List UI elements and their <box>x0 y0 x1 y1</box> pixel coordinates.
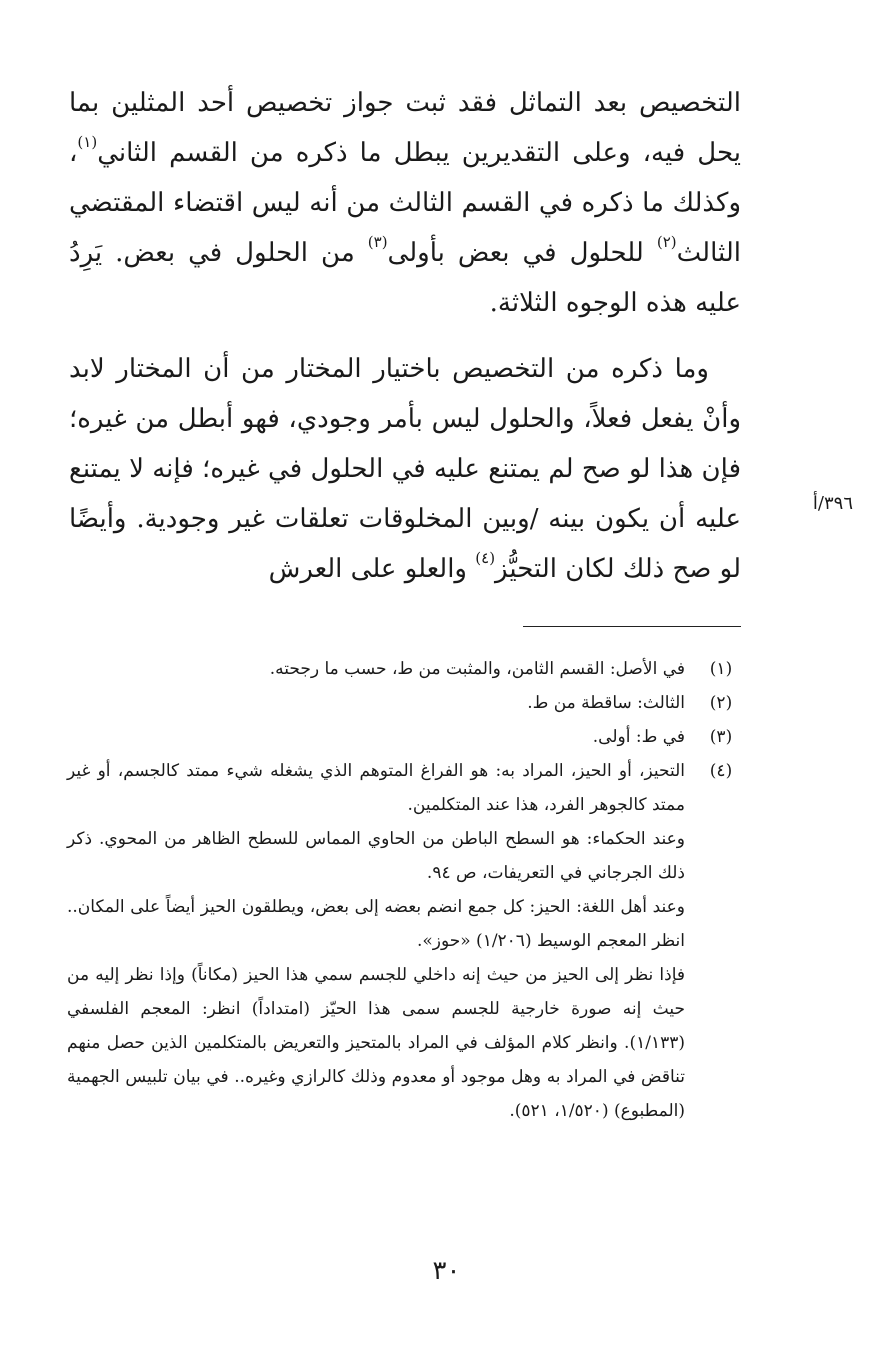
footnote-text: التحيز، أو الحيز، المراد به: هو الفراغ المتوهم الذي يشغله شيء ممتد كالجسم، أو غير ممتد كالجوهر الفرد، هذا عند المتكلمين. <box>67 761 685 815</box>
footnote-ref-1[interactable]: (١) <box>77 133 98 151</box>
footnote-text: فإذا نظر إلى الحيز من حيث إنه داخلي للجسم سمي هذا الحيز (مكاناً) وإذا نظر إليه من حيث إنه صورة خارجية للجسم سمى هذا الحيّز (امتداداً) انظر: المعجم الفلسفي (١/١٣٣). وانظر كلام المؤلف في المراد بالمتحيز والتعريض بالمتكلمين الذين حصل منهم تناقض في المراد به وهل موجود أو معدوم وذلك كالرازي وغيره.. في بيان تلبيس الجهمية (المطبوع) (١/٥٢٠، ٥٢١). <box>67 965 685 1121</box>
footnote-text: في الأصل: القسم الثامن، والمثبت من ط، حسب ما رجحته. <box>269 659 685 679</box>
page-number: ٣٠ <box>432 1256 461 1286</box>
footnote-text: وعند الحكماء: هو السطح الباطن من الحاوي المماس للسطح الظاهر من المحوي. ذكر ذلك الجرجاني في التعريفات، ص ٩٤. <box>67 829 685 883</box>
footnote-ref-2[interactable]: (٢) <box>656 233 677 251</box>
footnote-number: (١) <box>709 659 733 679</box>
footnote-separator <box>523 626 741 627</box>
footnote-3 <box>67 720 743 754</box>
footnote-ref-4[interactable]: (٤) <box>475 549 496 567</box>
footnote-4 <box>67 754 743 1128</box>
footnote-text: وعند أهل اللغة: الحيز: كل جمع انضم بعضه إلى بعض، ويطلقون الحيز أيضاً على المكان.. انظر المعجم الوسيط (١/٢٠٦) «حوز». <box>67 897 685 951</box>
paragraph-1: التخصيص بعد التماثل فقد ثبت جواز تخصيص أحد المثلين بما يحل فيه، وعلى التقديرين يبطل ما ذكره من القسم الثاني$^{(١)}$، وكذلك ما ذكره في القسم الثالث من أنه ليس اقتضاء المقتضي الثالث$^{(٢)}$ للحلول في بعض بأولى$^{(٣)}$ من الحلول في بعض. يَرِدُ عليه هذه الوجوه الثلاثة. <box>69 88 742 318</box>
footnote-number: (٣) <box>709 727 733 747</box>
footnote-number: (٤) <box>709 761 733 781</box>
footnote-2 <box>67 686 743 720</box>
main-text <box>69 78 741 594</box>
paragraph-2: وما ذكره من التخصيص باختيار المختار من أن المختار لابد وأنْ يفعل فعلاً، والحلول ليس بأمر وجودي، فهو أبطل من غيره؛ فإن هذا لو صح لم يمتنع عليه في الحلول في غيره؛ فإنه لا يمتنع عليه أن يكون بينه /وبين المخلوقات تعلقات غير وجودية. وأيضًا لو صح ذلك لكان التحيُّز$^{(٤)}$ والعلو على العرش <box>69 354 741 584</box>
footnote-number: (٢) <box>709 693 733 713</box>
manuscript-folio-note: ٣٩٦/أ <box>812 493 853 514</box>
footnote-ref-3[interactable]: (٣) <box>367 233 388 251</box>
footnotes <box>67 652 743 1128</box>
footnote-text: في ط: أولى. <box>592 727 685 747</box>
footnote-text: الثالث: ساقطة من ط. <box>527 693 685 713</box>
footnote-1 <box>67 652 743 686</box>
